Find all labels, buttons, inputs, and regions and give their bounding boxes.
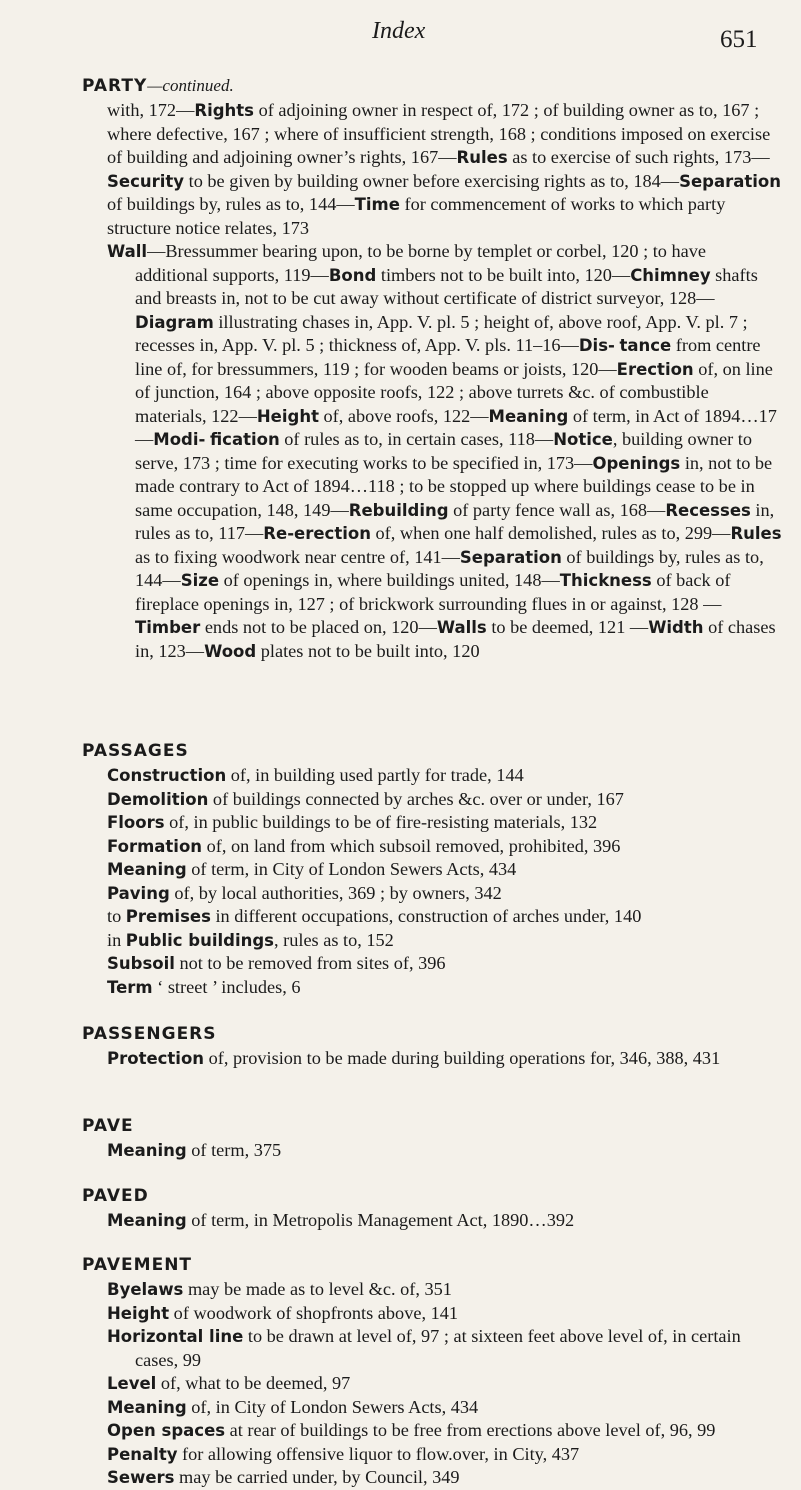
- index-keyword: Separation: [459, 547, 562, 567]
- index-entry: [82, 1047, 782, 1071]
- index-text: illustrating chases in, App. V. pl. 5 ; height of, above roof, App. V. pl. 7 ; recesses in, App. V. pl. 5 ; thickness of, App. V. pls. 11–16—: [135, 311, 748, 355]
- index-text: as to exercise of such rights, 173—: [507, 147, 770, 167]
- index-text: for allowing offensive liquor to flow.over, in City, 437: [177, 1443, 580, 1464]
- index-text: of buildings connected by arches &c. over or under, 167: [208, 788, 624, 809]
- index-entry: [82, 835, 782, 859]
- index-text: of woodwork of shopfronts above, 141: [169, 1302, 459, 1323]
- index-text: of openings in, where buildings united, 148—: [219, 570, 560, 590]
- index-keyword: Horizontal line: [107, 1327, 244, 1346]
- index-text: of, in City of London Sewers Acts, 434: [186, 1396, 479, 1417]
- index-keyword: Dis-: [578, 336, 615, 355]
- index-text: of term, in City of London Sewers Acts, 434: [186, 859, 517, 879]
- pave-entries: [82, 1139, 782, 1163]
- index-text: of, what to be deemed, 97: [156, 1373, 351, 1393]
- index-keyword: Time: [354, 195, 400, 214]
- continued-label: —continued.: [147, 76, 234, 95]
- heading-pave: PAVE: [82, 1116, 134, 1136]
- index-keyword: Separation: [679, 171, 781, 191]
- running-title: Index: [372, 18, 426, 44]
- index-keyword: Sewers: [107, 1468, 175, 1487]
- index-keyword: Premises: [125, 907, 211, 926]
- passengers-entries: [82, 1047, 782, 1071]
- index-text: of party fence wall as, 168—: [448, 499, 666, 520]
- index-keyword: Paving: [107, 883, 170, 903]
- index-keyword: Rules: [730, 524, 782, 543]
- index-keyword: Level: [107, 1374, 157, 1393]
- passages-entries: [82, 764, 782, 999]
- index-keyword: Re-erection: [263, 524, 371, 543]
- index-text: to be drawn at level of, 97 ; at sixteen feet above level of, in certain cases, 99: [135, 1326, 741, 1370]
- index-keyword: Construction: [107, 766, 227, 785]
- index-keyword: Erection: [616, 359, 694, 379]
- index-keyword: tance: [619, 336, 672, 355]
- index-keyword: Thickness: [559, 571, 652, 590]
- heading-passages: PASSAGES: [82, 741, 189, 761]
- index-text: of, in public buildings to be of fire-resisting materials, 132: [164, 812, 598, 832]
- index-text: at rear of buildings to be free from erections above level of, 96, 99: [225, 1420, 716, 1440]
- index-text: in: [107, 929, 126, 950]
- index-entry: [82, 1325, 782, 1372]
- party-entry-general: [82, 99, 782, 240]
- index-keyword: Term: [107, 977, 153, 997]
- index-text: in different occupations, construction of arches under, 140: [210, 906, 642, 926]
- index-text: of term, 375: [186, 1140, 282, 1160]
- heading-paved: PAVED: [82, 1186, 149, 1206]
- index-entry: [82, 1209, 782, 1233]
- pavement-entries: [82, 1278, 782, 1490]
- index-text: of, by local authorities, 369 ; by owners, 342: [169, 882, 502, 903]
- index-text: —Bressummer bearing upon, to be borne by templet or corbel, 120 ; to have additional supports, 119—: [135, 241, 707, 285]
- index-entry: [82, 811, 782, 835]
- index-text: timbers not to be built into, 120—: [376, 264, 631, 285]
- index-keyword: Meaning: [107, 1397, 187, 1417]
- heading-passengers: PASSENGERS: [82, 1024, 217, 1044]
- index-text: of rules as to, in certain cases, 118—: [279, 429, 554, 449]
- index-text: of, on land from which subsoil removed, prohibited, 396: [202, 835, 621, 856]
- index-text: of, provision to be made during building operations for, 346, 388, 431: [204, 1048, 721, 1068]
- index-keyword: Rebuilding: [348, 500, 449, 520]
- index-entry: [82, 1419, 782, 1443]
- index-text: of, when one half demolished, rules as to, 299—: [370, 523, 731, 543]
- index-entry: [82, 858, 782, 882]
- page-number: 651: [720, 26, 758, 53]
- index-keyword: Openings: [592, 453, 681, 473]
- index-entry: [82, 882, 782, 906]
- index-keyword: Timber: [135, 618, 201, 637]
- index-keyword: Protection: [107, 1049, 205, 1068]
- index-text: in, not to be made contrary to Act of 1894…118 ; to be stopped up where buildings cease to be in same occupation, 148, 149—: [135, 452, 773, 520]
- index-entry: [82, 905, 782, 929]
- index-keyword: Meaning: [107, 860, 187, 879]
- index-keyword: Notice: [553, 430, 613, 449]
- heading-party-label: PARTY: [82, 76, 148, 96]
- index-keyword: Meaning: [107, 1211, 187, 1230]
- index-keyword: Size: [180, 571, 220, 590]
- index-text: of, on line of junction, 164 ; above opposite roofs, 122 ; above turrets &c. of combustible materials, 122—: [135, 358, 773, 426]
- index-text: to: [107, 906, 126, 926]
- index-entry: [82, 1466, 782, 1490]
- index-text: in, rules as to, 117—: [135, 499, 775, 543]
- index-keyword: Public buildings: [125, 930, 274, 950]
- index-keyword: Wood: [204, 641, 257, 661]
- index-text: with, 172—: [107, 100, 195, 120]
- index-text: of back of fireplace openings in, 127 ; of brickwork surrounding flues in or against, 128 —: [135, 570, 731, 614]
- index-text: as to fixing woodwork near centre of, 141—: [135, 546, 460, 567]
- index-keyword: Penalty: [107, 1444, 178, 1464]
- index-text: from centre line of, for bressummers, 119 ; for wooden beams or joists, 120—: [135, 335, 761, 379]
- paved-entries: [82, 1209, 782, 1233]
- index-keyword: Byelaws: [107, 1280, 184, 1299]
- index-keyword: Height: [256, 406, 319, 426]
- index-entry: [82, 1396, 782, 1420]
- index-text: to be deemed, 121 —: [486, 617, 649, 637]
- heading-pavement: PAVEMENT: [82, 1255, 193, 1275]
- index-keyword: Rights: [194, 101, 254, 120]
- party-entries: [82, 99, 782, 663]
- index-entry: [82, 1139, 782, 1163]
- index-text: to be given by building owner before exercising rights as to, 184—: [184, 170, 680, 191]
- index-keyword: Floors: [107, 813, 165, 832]
- index-keyword: Subsoil: [107, 954, 175, 973]
- index-text: of, above roofs, 122—: [318, 405, 489, 426]
- index-text: for commencement of works to which party structure notice relates, 173: [107, 194, 726, 238]
- index-text: of buildings by, rules as to, 144—: [107, 194, 355, 214]
- index-text: of term, in Metropolis Management Act, 1890…392: [186, 1210, 575, 1230]
- index-text: of, in building used partly for trade, 144: [226, 765, 524, 785]
- index-keyword: Meaning: [107, 1141, 187, 1160]
- index-text: may be made as to level &c. of, 351: [183, 1279, 452, 1299]
- index-entry: [82, 1302, 782, 1326]
- index-entry: [82, 1372, 782, 1396]
- index-keyword: Width: [648, 618, 704, 637]
- index-entry: [82, 1443, 782, 1467]
- index-entry: [82, 952, 782, 976]
- index-text: , building owner to serve, 173 ; time for executing works to be specified in, 173—: [135, 429, 752, 473]
- index-entry: [82, 788, 782, 812]
- index-keyword: Bond: [328, 265, 377, 285]
- index-keyword: Demolition: [107, 789, 209, 809]
- index-text: of adjoining owner in respect of, 172 ; of building owner as to, 167 ; where defective, 167 ; where of insufficient strength, 168 ; conditions imposed on exercise of building and adjoining owner’s rights, 167—: [107, 100, 771, 167]
- index-entry: [82, 764, 782, 788]
- index-keyword: Security: [107, 171, 185, 191]
- index-keyword: Meaning: [488, 406, 569, 426]
- index-keyword: Walls: [436, 618, 487, 637]
- index-text: , rules as to, 152: [274, 929, 394, 950]
- index-entry: [82, 1278, 782, 1302]
- index-keyword: Wall: [107, 242, 148, 261]
- index-text: ‘ street ’ includes, 6: [152, 976, 301, 997]
- heading-party: [82, 76, 234, 96]
- index-keyword: Diagram: [135, 312, 214, 332]
- index-text: plates not to be built into, 120: [256, 640, 480, 661]
- index-entry: [82, 976, 782, 1000]
- index-text: of chases in, 123—: [135, 617, 776, 661]
- index-keyword: Open spaces: [107, 1421, 226, 1440]
- index-keyword: Formation: [107, 836, 203, 856]
- index-keyword: fication: [209, 430, 280, 449]
- running-head: [0, 16, 801, 56]
- index-keyword: Recesses: [665, 500, 751, 520]
- index-text: of term, in Act of 1894…17—: [135, 405, 777, 449]
- index-text: may be carried under, by Council, 349: [174, 1467, 460, 1487]
- index-text: shafts and breasts in, not to be cut away without certificate of district surveyor, 128—: [135, 264, 758, 308]
- index-keyword: Rules: [456, 148, 508, 167]
- index-entry: [82, 929, 782, 953]
- index-keyword: Height: [107, 1303, 170, 1323]
- index-text: ends not to be placed on, 120—: [200, 617, 437, 637]
- index-keyword: Chimney: [630, 265, 711, 285]
- index-text: of buildings by, rules as to, 144—: [135, 546, 764, 590]
- index-text: not to be removed from sites of, 396: [174, 953, 446, 973]
- index-keyword: Modi-: [153, 430, 206, 449]
- party-entry-wall: [82, 240, 782, 663]
